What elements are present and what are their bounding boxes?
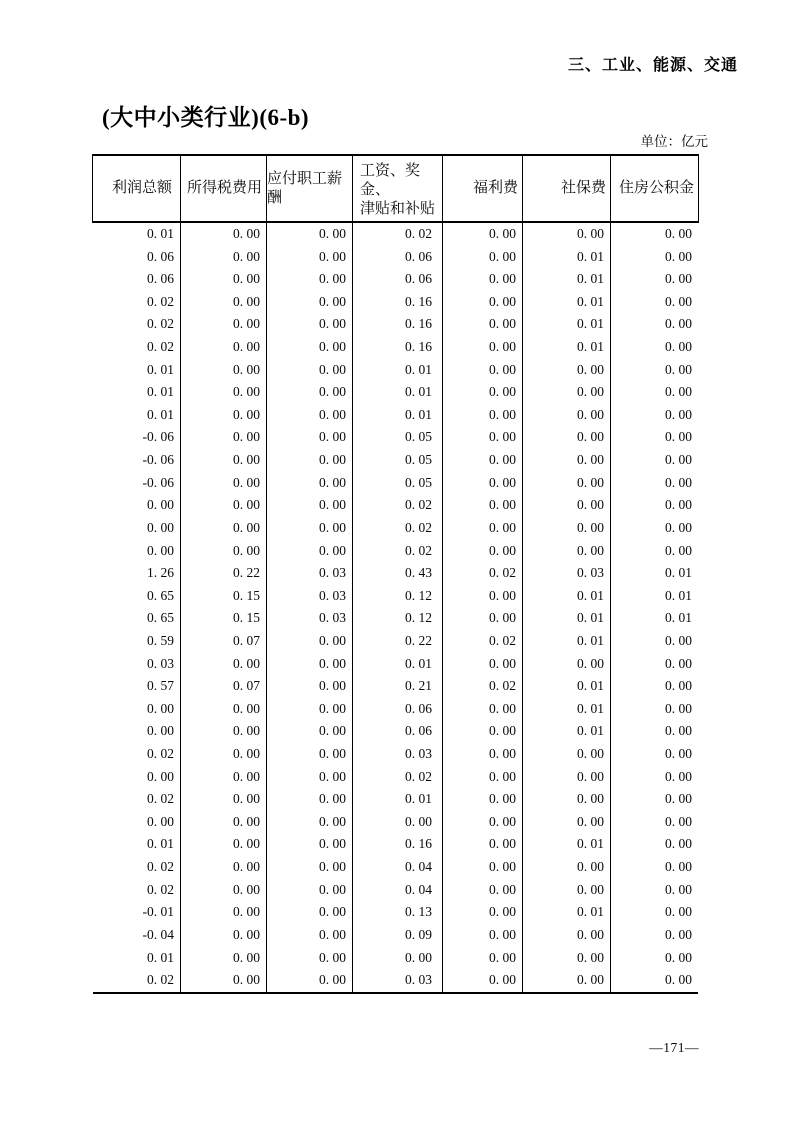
table-cell: 0. 02 [93,879,181,902]
table-cell: 0. 01 [665,565,692,581]
table-cell: 0. 07 [181,675,267,698]
table-cell: 0. 06 [353,246,443,269]
table-cell: 0. 00 [665,813,692,829]
table-cell: 0. 00 [267,698,353,721]
table-cell: 0. 00 [267,766,353,789]
table-row [93,901,698,924]
table-row [93,653,698,676]
table-cell: 0. 00 [443,246,523,269]
table-cell: 0. 00 [267,540,353,563]
table-cell: 0. 00 [181,811,267,834]
table-cell: 0. 00 [665,339,692,355]
table-cell: 0. 00 [665,542,692,558]
table-cell: 0. 00 [443,359,523,382]
table-cell: 0. 00 [267,268,353,291]
table-cell: 0. 59 [93,630,181,653]
table-cell: 0. 02 [443,562,523,585]
table-cell: 0. 00 [523,517,611,540]
table-cell: 0. 06 [353,268,443,291]
table-cell: 0. 00 [665,700,692,716]
unit-note: 单位：亿元 [640,134,708,149]
table-cell: 0. 01 [93,833,181,856]
table-cell: 0. 12 [353,607,443,630]
table-cell: 0. 00 [181,720,267,743]
table-cell: 0. 02 [353,766,443,789]
table-cell: 0. 22 [353,630,443,653]
table-row [93,856,698,879]
table-cell: 0. 00 [181,426,267,449]
table-cell: 0. 00 [267,449,353,472]
table-cell: 0. 02 [353,540,443,563]
table-cell: 0. 00 [181,698,267,721]
table-cell: 0. 00 [267,788,353,811]
table-cell: 0. 00 [267,879,353,902]
table-cell: 0. 00 [181,879,267,902]
table-cell: 0. 01 [93,223,181,246]
table-row [93,675,698,698]
table-cell: 0. 01 [665,610,692,626]
table-cell: 0. 01 [93,359,181,382]
table-row [93,404,698,427]
table-cell: 0. 00 [93,811,181,834]
table-cell: 0. 65 [93,585,181,608]
table-cell: 0. 02 [93,788,181,811]
table-cell: 0. 04 [353,879,443,902]
table-row [93,494,698,517]
table-cell: 0. 00 [267,494,353,517]
table-cell: 0. 00 [523,947,611,970]
table-cell: 0. 01 [523,720,611,743]
table-cell: 0. 00 [665,904,692,920]
table-cell: 0. 00 [443,381,523,404]
table-cell: 0. 01 [353,788,443,811]
table-row [93,698,698,721]
table-row [93,540,698,563]
table-cell: 0. 00 [523,426,611,449]
table-cell: 0. 00 [443,268,523,291]
table-cell: 0. 01 [93,381,181,404]
table-cell: 0. 00 [181,494,267,517]
table-cell: 0. 15 [181,585,267,608]
table-cell: 0. 00 [181,766,267,789]
table-cell: 0. 00 [443,540,523,563]
table-cell: 0. 02 [353,223,443,246]
table-cell: 0. 00 [181,901,267,924]
table-cell: 0. 00 [665,293,692,309]
table-cell: 0. 01 [665,587,692,603]
table-row [93,562,698,585]
table-cell: 0. 00 [93,494,181,517]
table-cell: 0. 00 [665,271,692,287]
table-cell: 0. 00 [523,223,611,246]
table-cell: 0. 00 [267,675,353,698]
table-cell: 0. 02 [93,336,181,359]
table-cell: 0. 00 [443,426,523,449]
table-cell: 0. 00 [443,969,523,992]
table-cell: 0. 00 [443,472,523,495]
table-cell: 0. 02 [443,630,523,653]
table-cell: 0. 12 [353,585,443,608]
table-cell: 0. 00 [267,404,353,427]
table-cell: 0. 00 [443,336,523,359]
table-cell: 0. 00 [181,833,267,856]
table-cell: 0. 00 [665,632,692,648]
column-header-profit-total: 利润总额 [93,156,181,221]
table-cell: 0. 00 [443,291,523,314]
table-cell: 0. 01 [353,404,443,427]
table-row [93,879,698,902]
table-cell: 0. 07 [181,630,267,653]
table-cell: 0. 00 [267,291,353,314]
table-cell: -0. 06 [93,449,181,472]
table-cell: -0. 01 [93,901,181,924]
table-cell: 0. 00 [181,788,267,811]
table-cell: 0. 00 [665,678,692,694]
table-cell: 0. 00 [665,361,692,377]
table-cell: 0. 00 [523,766,611,789]
table-cell: 0. 01 [523,607,611,630]
table-cell: 0. 00 [267,630,353,653]
table-cell: -0. 06 [93,472,181,495]
table-cell: 0. 00 [665,474,692,490]
table-row [93,788,698,811]
table-cell: 0. 03 [353,969,443,992]
table-cell: 0. 00 [665,452,692,468]
table-cell: 0. 00 [181,291,267,314]
table-row [93,291,698,314]
table-cell: 0. 00 [181,924,267,947]
table-cell: 0. 03 [267,562,353,585]
table-cell: 0. 01 [353,653,443,676]
table-cell: 0. 05 [353,426,443,449]
table-cell: 0. 00 [443,698,523,721]
table-cell: 0. 00 [665,926,692,942]
column-header-wages-bonus [353,156,443,221]
table-cell: 0. 00 [443,856,523,879]
table-cell: 0. 00 [267,381,353,404]
table-cell: 0. 00 [443,313,523,336]
table-row [93,766,698,789]
table-row [93,607,698,630]
table-cell: 0. 01 [523,698,611,721]
table-cell: 0. 00 [523,540,611,563]
table-cell: 0. 00 [665,316,692,332]
table-cell: 0. 22 [181,562,267,585]
table-cell: 0. 21 [353,675,443,698]
table-cell: 0. 00 [181,268,267,291]
table-row [93,449,698,472]
table-cell: 0. 05 [353,449,443,472]
table-cell: 0. 01 [523,630,611,653]
table-cell: 0. 01 [523,246,611,269]
table-cell: 0. 01 [523,585,611,608]
table-row [93,359,698,382]
table-cell: 0. 00 [443,743,523,766]
table-cell: 0. 00 [665,655,692,671]
table-cell: 0. 02 [93,856,181,879]
data-table [93,154,698,994]
table-row [93,811,698,834]
table-cell: 0. 00 [267,969,353,992]
table-cell: 0. 00 [267,313,353,336]
table-cell: 0. 06 [93,246,181,269]
table-cell: 0. 00 [267,246,353,269]
table-cell: 0. 00 [181,449,267,472]
table-cell: 0. 00 [353,947,443,970]
table-row [93,472,698,495]
table-cell: 0. 00 [267,426,353,449]
table-cell: 0. 02 [93,313,181,336]
table-cell: 0. 02 [353,517,443,540]
table-cell: 0. 00 [665,384,692,400]
table-cell: 0. 00 [443,766,523,789]
table-cell: 0. 00 [267,901,353,924]
table-row [93,924,698,947]
table-cell: 0. 01 [93,404,181,427]
column-header-social-security: 社保费 [523,156,611,221]
table-cell: 0. 16 [353,291,443,314]
table-row [93,947,698,970]
table-row [93,517,698,540]
page-title: (大中小类行业)(6-b) [102,105,310,130]
table-body [93,223,698,994]
table-cell: 0. 00 [267,517,353,540]
table-cell: 0. 00 [267,947,353,970]
table-cell: 0. 02 [353,494,443,517]
table-cell: 0. 00 [443,585,523,608]
table-cell: 0. 03 [523,562,611,585]
table-cell: 0. 00 [181,404,267,427]
table-cell: 0. 00 [267,811,353,834]
table-cell: 0. 01 [523,268,611,291]
table-cell: 0. 01 [523,901,611,924]
table-cell: 0. 00 [665,768,692,784]
table-cell: 0. 16 [353,833,443,856]
table-cell: 0. 00 [665,497,692,513]
table-cell: 0. 00 [665,836,692,852]
table-cell: 0. 00 [181,381,267,404]
table-cell: 0. 02 [443,675,523,698]
table-cell: 0. 00 [523,811,611,834]
table-cell: 0. 13 [353,901,443,924]
table-cell: 0. 03 [267,607,353,630]
table-cell: 0. 00 [523,381,611,404]
table-cell: 0. 00 [443,788,523,811]
table-cell: 0. 00 [181,336,267,359]
table-cell: 0. 01 [523,833,611,856]
table-cell: 0. 00 [665,949,692,965]
page-number: —171— [649,1040,699,1055]
table-cell: 0. 01 [93,947,181,970]
table-cell: 0. 00 [523,743,611,766]
table-cell: 0. 00 [523,924,611,947]
table-cell: 0. 00 [443,720,523,743]
table-cell: 0. 00 [181,313,267,336]
table-cell: 0. 00 [93,720,181,743]
table-cell: 0. 03 [93,653,181,676]
table-cell: 0. 00 [523,879,611,902]
table-cell: 0. 00 [443,901,523,924]
table-cell: 0. 00 [443,947,523,970]
table-cell: 0. 06 [353,720,443,743]
table-cell: 0. 00 [443,924,523,947]
table-row [93,833,698,856]
table-cell: 0. 65 [93,607,181,630]
table-cell: 0. 00 [665,406,692,422]
table-cell: 0. 09 [353,924,443,947]
table-cell: 0. 00 [443,833,523,856]
table-cell: 0. 00 [181,246,267,269]
table-cell: 0. 02 [93,969,181,992]
column-header-wages-line2: 津贴和补贴 [360,201,436,217]
table-cell: 0. 00 [93,540,181,563]
table-cell: 0. 00 [181,969,267,992]
table-cell: 0. 00 [523,472,611,495]
table-cell: 0. 06 [353,698,443,721]
table-cell: 0. 00 [267,472,353,495]
table-row [93,313,698,336]
table-cell: 0. 00 [443,607,523,630]
table-row [93,426,698,449]
table-cell: 0. 01 [523,291,611,314]
table-row [93,630,698,653]
table-cell: 0. 00 [181,540,267,563]
table-cell: 0. 57 [93,675,181,698]
table-row [93,336,698,359]
table-row [93,246,698,269]
table-cell: 0. 01 [523,313,611,336]
table-cell: 0. 04 [353,856,443,879]
table-cell: 0. 43 [353,562,443,585]
table-cell: 0. 00 [665,791,692,807]
table-row [93,381,698,404]
section-header: 三、工业、能源、交通 [567,57,738,74]
table-header-row [92,154,699,223]
table-cell: 0. 03 [267,585,353,608]
column-header-housing-fund: 住房公积金 [618,180,694,196]
table-row [93,223,698,246]
table-cell: 0. 00 [665,226,692,241]
table-cell: 0. 01 [523,675,611,698]
table-cell: 0. 01 [353,381,443,404]
table-cell: 0. 00 [353,811,443,834]
table-cell: 0. 00 [181,359,267,382]
table-cell: 0. 00 [523,969,611,992]
table-cell: 0. 00 [267,856,353,879]
table-cell: 0. 00 [443,517,523,540]
table-cell: 0. 00 [181,472,267,495]
table-row [93,268,698,291]
table-cell: 0. 00 [443,223,523,246]
table-cell: 0. 00 [267,653,353,676]
table-cell: 0. 00 [665,248,692,264]
table-cell: 0. 00 [665,746,692,762]
table-cell: 0. 00 [523,653,611,676]
table-row [93,585,698,608]
table-row [93,969,698,992]
table-cell: 0. 00 [181,653,267,676]
table-cell: 0. 00 [181,743,267,766]
table-cell: 0. 00 [181,947,267,970]
table-cell: 0. 03 [353,743,443,766]
table-row [93,743,698,766]
table-cell: 0. 02 [93,743,181,766]
table-cell: 0. 00 [181,223,267,246]
table-cell: 0. 16 [353,313,443,336]
table-cell: 0. 00 [443,449,523,472]
table-cell: 0. 00 [523,788,611,811]
table-cell: 1. 26 [93,562,181,585]
table-cell: 0. 00 [523,494,611,517]
table-cell: 0. 00 [665,881,692,897]
table-cell: 0. 00 [523,404,611,427]
table-cell: 0. 00 [665,859,692,875]
table-cell: 0. 00 [443,653,523,676]
table-cell: 0. 00 [267,924,353,947]
table-cell: 0. 00 [665,723,692,739]
table-cell: 0. 00 [267,336,353,359]
table-cell: 0. 00 [443,494,523,517]
table-cell: 0. 00 [523,449,611,472]
table-cell: 0. 00 [523,359,611,382]
table-cell: 0. 00 [665,972,692,988]
table-cell: 0. 00 [443,404,523,427]
table-cell: 0. 05 [353,472,443,495]
table-cell: 0. 00 [665,519,692,535]
table-cell: 0. 00 [443,879,523,902]
table-cell: 0. 06 [93,268,181,291]
table-cell: 0. 02 [93,291,181,314]
table-cell: 0. 00 [267,720,353,743]
column-header-income-tax: 所得税费用 [181,156,267,221]
table-cell: 0. 00 [181,517,267,540]
table-cell: 0. 00 [93,766,181,789]
table-cell: 0. 16 [353,336,443,359]
table-cell: 0. 00 [93,517,181,540]
table-cell: 0. 15 [181,607,267,630]
table-cell: -0. 06 [93,426,181,449]
table-cell: 0. 01 [353,359,443,382]
table-cell: 0. 00 [523,856,611,879]
table-cell: 0. 00 [267,833,353,856]
table-cell: 0. 00 [267,359,353,382]
table-cell: 0. 00 [267,743,353,766]
table-cell: 0. 00 [267,223,353,246]
table-cell: 0. 00 [443,811,523,834]
table-cell: -0. 04 [93,924,181,947]
table-row [93,720,698,743]
table-cell: 0. 01 [523,336,611,359]
table-cell: 0. 00 [93,698,181,721]
table-cell: 0. 00 [181,856,267,879]
table-cell: 0. 00 [665,429,692,445]
column-header-wages-line1: 工资、奖金、 [360,163,421,198]
column-header-welfare: 福利费 [443,156,523,221]
column-header-payable-payroll: 应付职工薪酬 [267,156,353,221]
